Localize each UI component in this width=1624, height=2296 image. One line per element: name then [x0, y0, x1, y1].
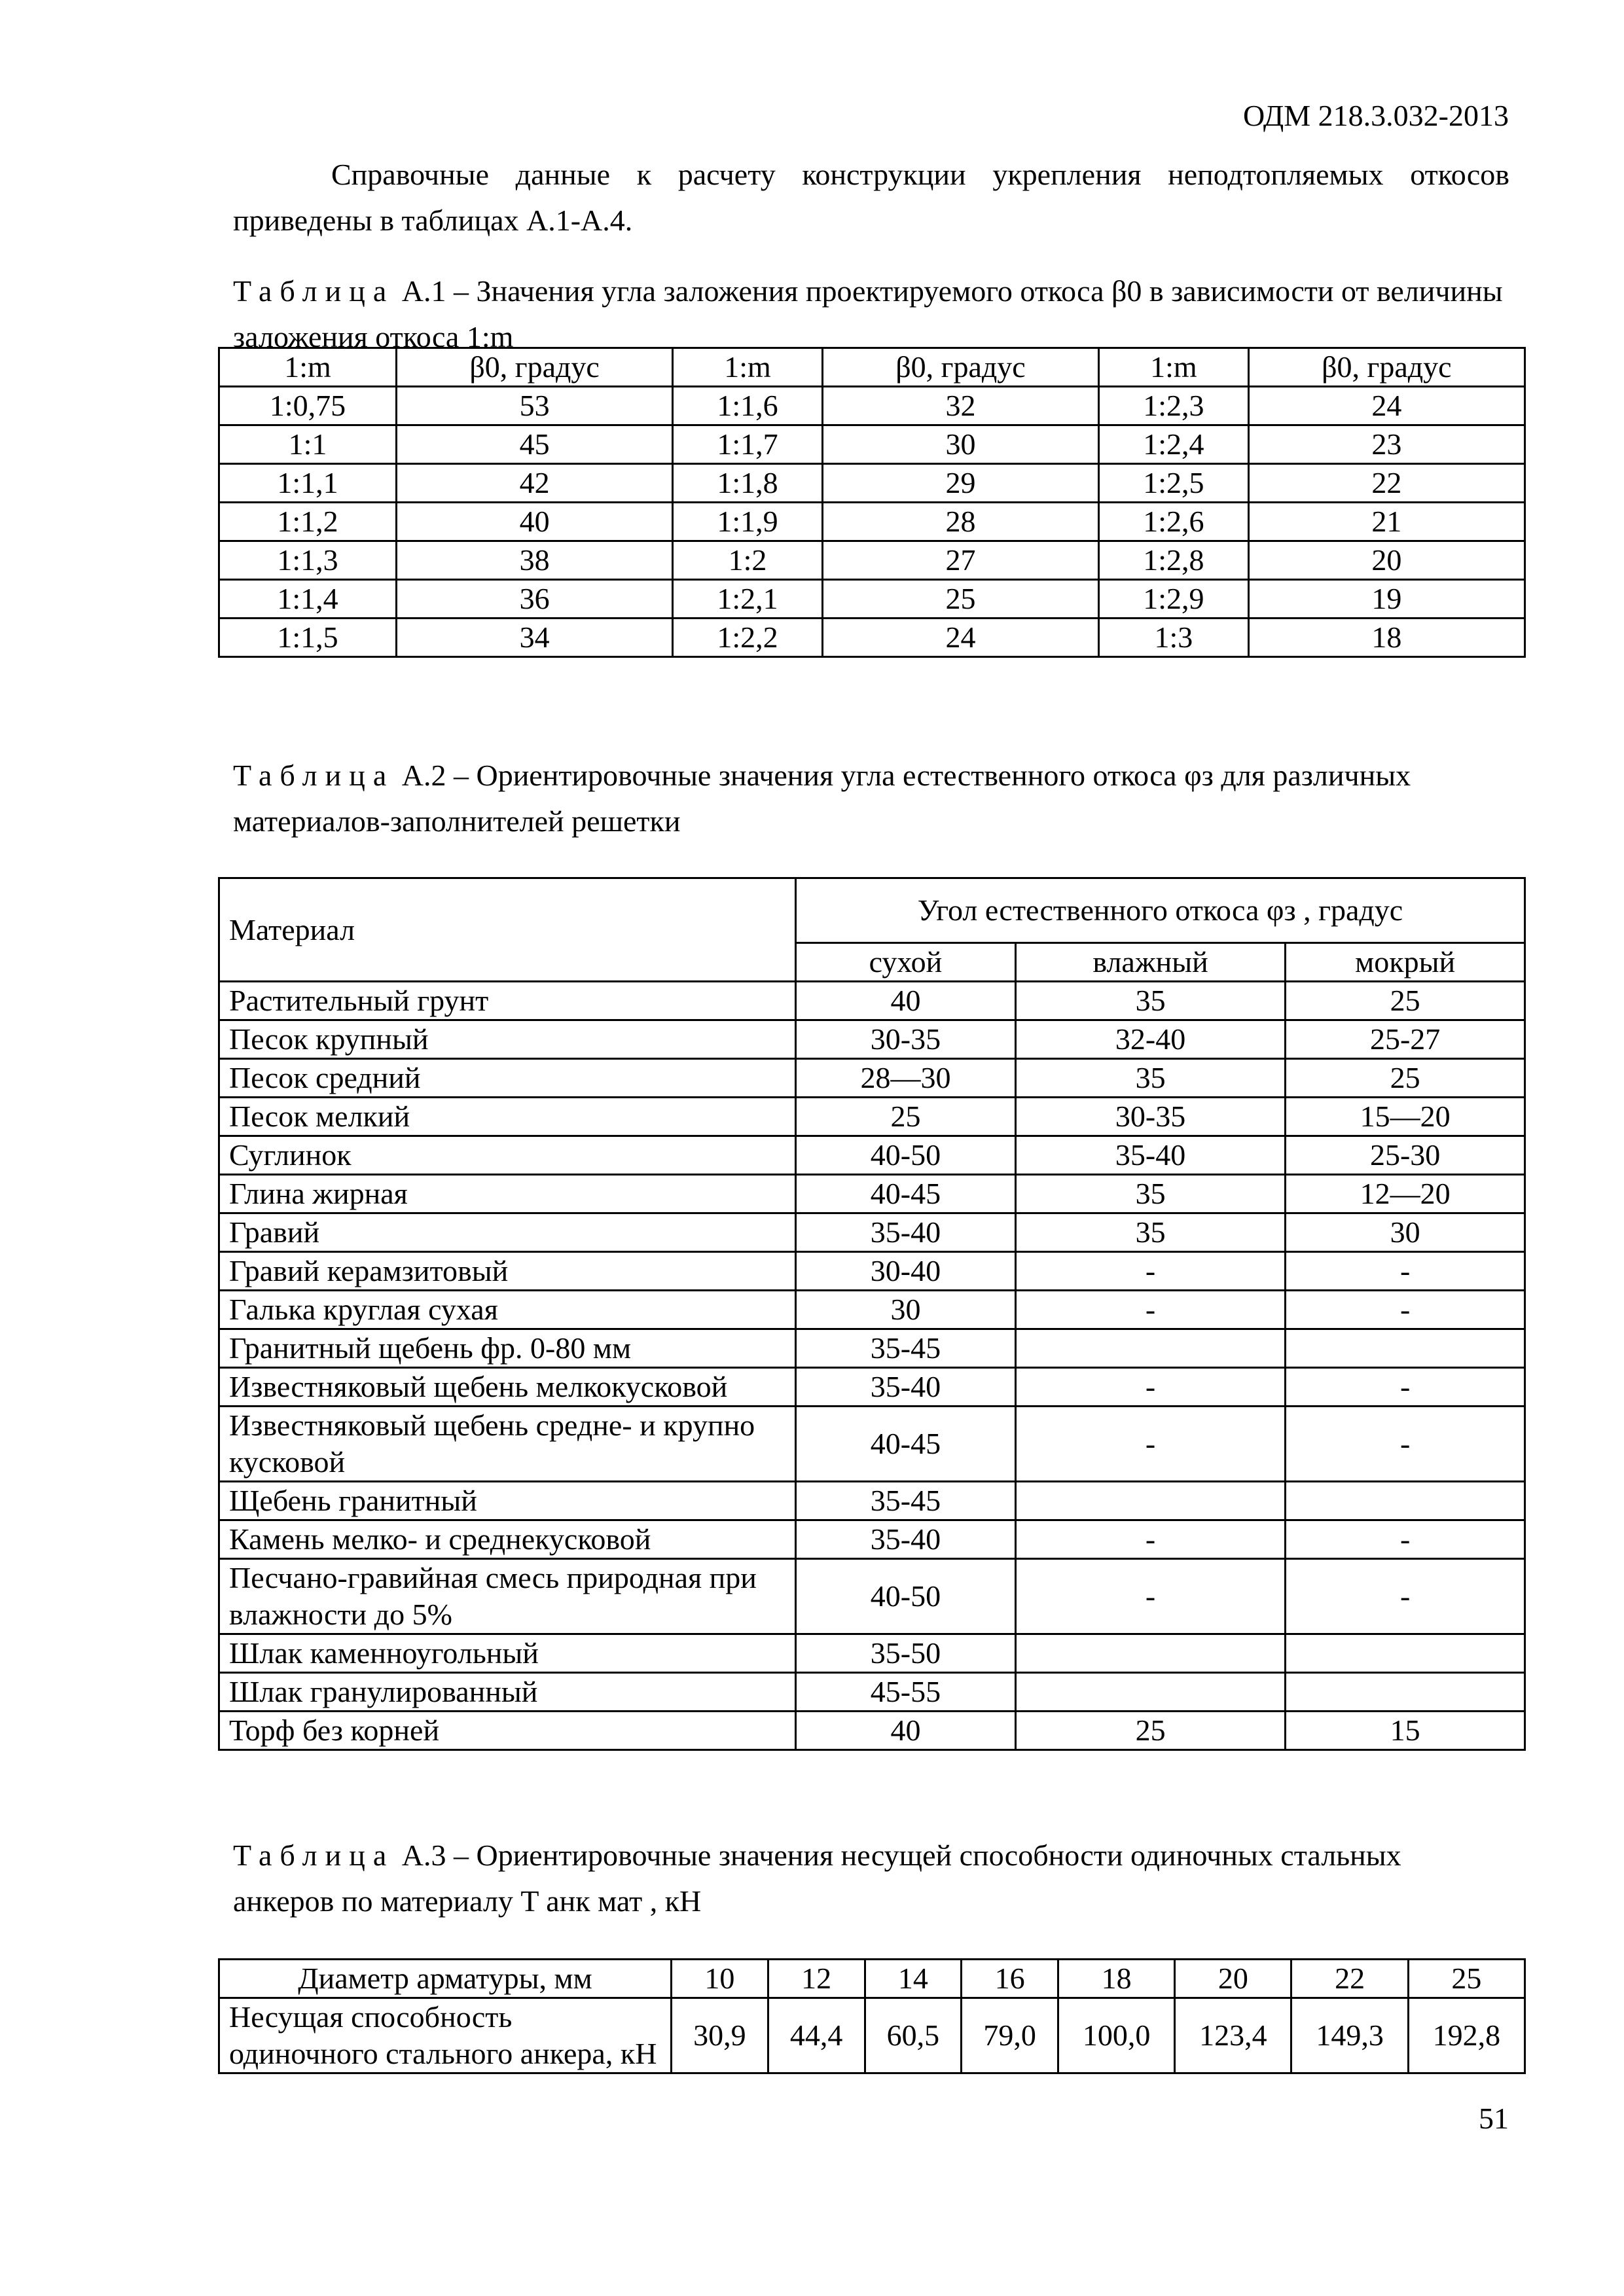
table-cell: 24 [822, 619, 1098, 657]
table-row [219, 619, 1525, 657]
diameter-value: 25 [1408, 1960, 1525, 1998]
diameter-value: 12 [768, 1960, 865, 1998]
table-cell: 1:2,6 [1099, 503, 1249, 541]
table-cell: 19 [1248, 580, 1525, 619]
angle-value [1286, 1673, 1525, 1712]
angle-value [1015, 1634, 1285, 1673]
angle-value: 35-45 [796, 1329, 1016, 1368]
table-cell: 28 [822, 503, 1098, 541]
table-a1-header-cell: β0, градус [1248, 348, 1525, 387]
angle-value: 30 [1286, 1213, 1525, 1252]
table-a2-caption-lead: Таблица [233, 759, 395, 792]
capacity-label: Несущая способность одиночного стального анкера, кН [219, 1998, 672, 2073]
table-row [219, 1329, 1525, 1368]
angle-value [1015, 1329, 1285, 1368]
material-header: Материал [219, 878, 796, 982]
material-name: Галька круглая сухая [219, 1291, 796, 1329]
table-a1-header-cell: 1:m [219, 348, 397, 387]
angle-value: 30 [796, 1291, 1016, 1329]
angle-value [1015, 1482, 1285, 1520]
table-cell: 1:2,9 [1099, 580, 1249, 619]
diameter-value: 22 [1291, 1960, 1408, 1998]
angle-value: 45-55 [796, 1673, 1016, 1712]
table-cell: 1:1 [219, 425, 397, 464]
capacity-value: 44,4 [768, 1998, 865, 2073]
angle-value: - [1286, 1368, 1525, 1407]
table-a3-caption-lead: Таблица [233, 1839, 395, 1872]
angle-value: 35-40 [796, 1368, 1016, 1407]
angle-value: 25-27 [1286, 1020, 1525, 1059]
table-cell: 1:3 [1099, 619, 1249, 657]
table-row [219, 1136, 1525, 1175]
table-cell: 1:1,8 [673, 464, 823, 503]
material-name: Известняковый щебень средне- и крупно кусковой [219, 1407, 796, 1482]
angle-value: 40 [796, 982, 1016, 1020]
table-a2-header-row [219, 878, 1525, 943]
table-a1-caption-text: А.1 – Значения угла заложения проектируемого откоса β0 в зависимости от величины заложения откоса 1:m [233, 274, 1503, 353]
table-cell: 1:2,8 [1099, 541, 1249, 580]
table-row [219, 1059, 1525, 1098]
table-row [219, 1291, 1525, 1329]
material-name: Торф без корней [219, 1712, 796, 1750]
table-cell: 1:2,2 [673, 619, 823, 657]
angle-value: 35-40 [796, 1213, 1016, 1252]
angle-value: 35 [1015, 1175, 1285, 1213]
table-a3 [218, 1958, 1526, 2074]
table-row [219, 1673, 1525, 1712]
table-a1-header-cell: β0, градус [396, 348, 672, 387]
table-cell: 27 [822, 541, 1098, 580]
angle-value: 25 [1015, 1712, 1285, 1750]
material-name: Растительный грунт [219, 982, 796, 1020]
table-a1-header-cell: β0, градус [822, 348, 1098, 387]
table-a3-header-row [219, 1960, 1525, 1998]
angle-value: - [1286, 1520, 1525, 1559]
table-a3-caption-text: А.3 – Ориентировочные значения несущей способности одиночных стальных анкеров по материалу T анк мат , кН [233, 1839, 1401, 1918]
capacity-value: 100,0 [1058, 1998, 1175, 2073]
angle-value: 35-45 [796, 1482, 1016, 1520]
angle-value: 15—20 [1286, 1098, 1525, 1136]
condition-header: мокрый [1286, 943, 1525, 982]
angle-value: - [1015, 1252, 1285, 1291]
angle-value: 40-50 [796, 1136, 1016, 1175]
angle-value: - [1015, 1559, 1285, 1634]
table-cell: 22 [1248, 464, 1525, 503]
material-name: Щебень гранитный [219, 1482, 796, 1520]
angle-value: 25 [1286, 1059, 1525, 1098]
table-cell: 24 [1248, 387, 1525, 425]
table-cell: 29 [822, 464, 1098, 503]
material-name: Шлак гранулированный [219, 1673, 796, 1712]
capacity-value: 192,8 [1408, 1998, 1525, 2073]
table-cell: 20 [1248, 541, 1525, 580]
angle-value: 35-40 [796, 1520, 1016, 1559]
table-cell: 45 [396, 425, 672, 464]
table-cell: 25 [822, 580, 1098, 619]
diameter-value: 10 [672, 1960, 768, 1998]
diameter-value: 14 [865, 1960, 962, 1998]
angle-value [1286, 1482, 1525, 1520]
angle-value: 40-45 [796, 1175, 1016, 1213]
angle-value: - [1286, 1252, 1525, 1291]
material-name: Суглинок [219, 1136, 796, 1175]
table-row [219, 425, 1525, 464]
capacity-value: 123,4 [1175, 1998, 1291, 2073]
table-cell: 1:1,9 [673, 503, 823, 541]
angle-value [1286, 1329, 1525, 1368]
angle-value: 12—20 [1286, 1175, 1525, 1213]
angle-value: 28—30 [796, 1059, 1016, 1098]
table-row [219, 1098, 1525, 1136]
table-cell: 36 [396, 580, 672, 619]
table-cell: 1:1,3 [219, 541, 397, 580]
table-cell: 53 [396, 387, 672, 425]
table-cell: 21 [1248, 503, 1525, 541]
material-name: Гравий [219, 1213, 796, 1252]
angle-header: Угол естественного откоса φз , градус [796, 878, 1525, 943]
angle-value: - [1015, 1520, 1285, 1559]
table-a1-header-cell: 1:m [673, 348, 823, 387]
table-cell: 1:1,4 [219, 580, 397, 619]
table-cell: 42 [396, 464, 672, 503]
angle-value: - [1015, 1291, 1285, 1329]
angle-value: 30-35 [796, 1020, 1016, 1059]
capacity-value: 149,3 [1291, 1998, 1408, 2073]
table-row [219, 1482, 1525, 1520]
diameter-value: 20 [1175, 1960, 1291, 1998]
material-name: Гранитный щебень фр. 0-80 мм [219, 1329, 796, 1368]
table-row [219, 1520, 1525, 1559]
table-a2-caption-text: А.2 – Ориентировочные значения угла естественного откоса φз для различных материалов-заполнителей решетки [233, 759, 1411, 838]
table-a1-header-cell: 1:m [1099, 348, 1249, 387]
angle-value: 35 [1015, 1213, 1285, 1252]
table-cell: 1:0,75 [219, 387, 397, 425]
table-cell: 1:2,5 [1099, 464, 1249, 503]
document-code: ОДМ 218.3.032-2013 [1242, 99, 1509, 132]
table-cell: 18 [1248, 619, 1525, 657]
table-row [219, 1634, 1525, 1673]
table-cell: 34 [396, 619, 672, 657]
angle-value: 35 [1015, 1059, 1285, 1098]
angle-value: 25-30 [1286, 1136, 1525, 1175]
page-number: 51 [1479, 2102, 1509, 2135]
table-row [219, 1213, 1525, 1252]
table-cell: 40 [396, 503, 672, 541]
table-cell: 1:1,5 [219, 619, 397, 657]
angle-value: 35-50 [796, 1634, 1016, 1673]
table-cell: 23 [1248, 425, 1525, 464]
material-name: Известняковый щебень мелкокусковой [219, 1368, 796, 1407]
diameter-value: 16 [962, 1960, 1058, 1998]
table-cell: 1:1,7 [673, 425, 823, 464]
capacity-value: 60,5 [865, 1998, 962, 2073]
table-row [219, 1407, 1525, 1482]
angle-value: - [1286, 1291, 1525, 1329]
table-a2-caption [233, 753, 1509, 844]
diameter-value: 18 [1058, 1960, 1175, 1998]
capacity-value: 79,0 [962, 1998, 1058, 2073]
table-a1-caption [233, 268, 1509, 360]
angle-value: 25 [1286, 982, 1525, 1020]
angle-value: 25 [796, 1098, 1016, 1136]
table-cell: 1:2,4 [1099, 425, 1249, 464]
table-row [219, 580, 1525, 619]
condition-header: сухой [796, 943, 1016, 982]
material-name: Песок крупный [219, 1020, 796, 1059]
diameter-header: Диаметр арматуры, мм [219, 1960, 672, 1998]
angle-value: - [1015, 1407, 1285, 1482]
table-cell: 1:1,1 [219, 464, 397, 503]
angle-value: 35-40 [1015, 1136, 1285, 1175]
condition-header: влажный [1015, 943, 1285, 982]
material-name: Глина жирная [219, 1175, 796, 1213]
table-row [219, 1252, 1525, 1291]
material-name: Камень мелко- и среднекусковой [219, 1520, 796, 1559]
table-a1-caption-lead: Таблица [233, 274, 395, 308]
table-row [219, 503, 1525, 541]
table-row [219, 982, 1525, 1020]
angle-value: - [1015, 1368, 1285, 1407]
material-name: Песок средний [219, 1059, 796, 1098]
angle-value [1015, 1673, 1285, 1712]
angle-value: 40-45 [796, 1407, 1016, 1482]
material-name: Песчано-гравийная смесь природная при влажности до 5% [219, 1559, 796, 1634]
table-row [219, 1712, 1525, 1750]
angle-value [1286, 1634, 1525, 1673]
table-a1-header-row [219, 348, 1525, 387]
table-cell: 1:2,1 [673, 580, 823, 619]
table-cell: 1:1,6 [673, 387, 823, 425]
table-row [219, 1020, 1525, 1059]
table-cell: 38 [396, 541, 672, 580]
angle-value: 40 [796, 1712, 1016, 1750]
table-a1 [218, 347, 1526, 658]
table-cell: 1:2,3 [1099, 387, 1249, 425]
table-row [219, 1368, 1525, 1407]
table-cell: 1:1,2 [219, 503, 397, 541]
table-row [219, 464, 1525, 503]
capacity-value: 30,9 [672, 1998, 768, 2073]
material-name: Шлак каменноугольный [219, 1634, 796, 1673]
angle-value: 32-40 [1015, 1020, 1285, 1059]
table-row [219, 1998, 1525, 2073]
angle-value: - [1286, 1559, 1525, 1634]
angle-value: - [1286, 1407, 1525, 1482]
material-name: Гравий керамзитовый [219, 1252, 796, 1291]
table-cell: 30 [822, 425, 1098, 464]
table-row [219, 1559, 1525, 1634]
angle-value: 30-40 [796, 1252, 1016, 1291]
table-a3-caption [233, 1833, 1509, 1924]
intro-paragraph: Справочные данные к расчету конструкции укрепления неподтопляемых откосов приведены в таблицах А.1-А.4. [233, 158, 1509, 237]
angle-value: 15 [1286, 1712, 1525, 1750]
angle-value: 35 [1015, 982, 1285, 1020]
table-a2 [218, 877, 1526, 1751]
table-cell: 32 [822, 387, 1098, 425]
table-row [219, 1175, 1525, 1213]
table-cell: 1:2 [673, 541, 823, 580]
table-row [219, 387, 1525, 425]
angle-value: 30-35 [1015, 1098, 1285, 1136]
table-row [219, 541, 1525, 580]
material-name: Песок мелкий [219, 1098, 796, 1136]
angle-value: 40-50 [796, 1559, 1016, 1634]
